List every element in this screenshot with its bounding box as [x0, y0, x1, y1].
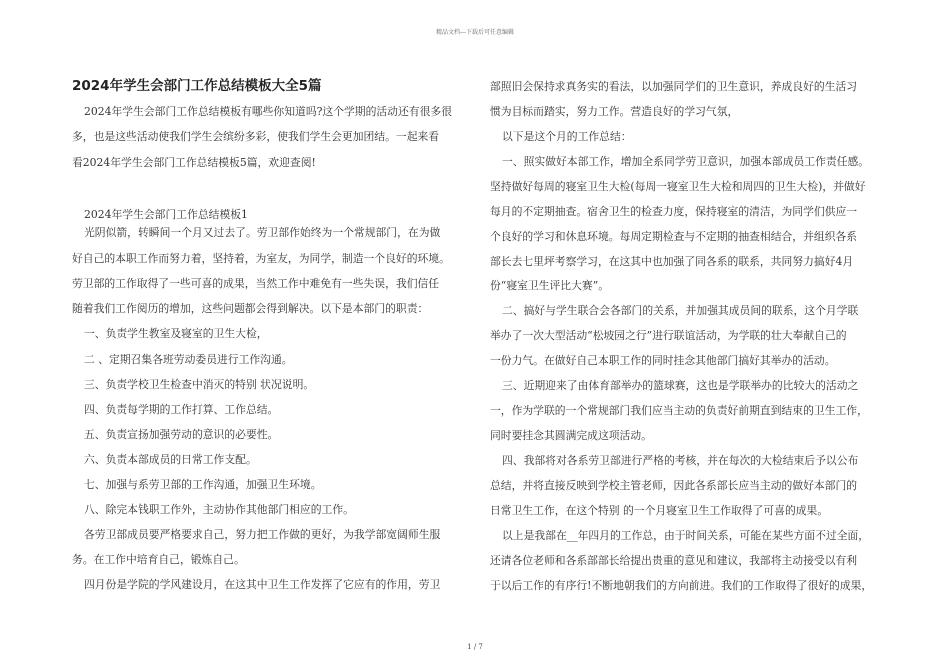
text-line: 个良好的学习和休息环境。每周定期检查与不定期的抽查相结合，并组织各系: [490, 230, 858, 243]
text-line: 各劳卫部成员要严格要求自己，努力把工作做的更好，为我学部宽阔师生服: [84, 528, 441, 541]
list-item: 六、负责本部成员的日常工作支配。: [84, 453, 257, 466]
text-line: 一，作为学联的一个常规部门我们应当主动的负责好前期直到结束的卫生工作，: [490, 404, 868, 417]
text-line: 看2024年学生会部门工作总结模板5篇，欢迎查阅!: [72, 156, 316, 169]
text-line: 惯为目标而踏实，努力工作。营造良好的学习气氛，: [490, 105, 739, 118]
text-line: 多，也是这些活动使我们学生会缤纷多彩，使我们学生会更加团结。一起来看: [72, 130, 440, 143]
text-line: 日常卫生工作，在这个特别 的一个月寝室卫生工作取得了可喜的成果。: [490, 504, 829, 517]
text-line: 份“寝室卫生评比大赛”。: [490, 279, 610, 292]
text-line: 以下是这个月的工作总结：: [502, 130, 632, 143]
text-line: 坚持做好每周的寝室卫生大检(每周一寝室卫生大检和周四的卫生大检)，并做好: [490, 180, 866, 193]
document-title: 2024年学生会部门工作总结模板大全5篇: [72, 78, 322, 94]
text-line: 于以后工作的有序行!不断地朝我们的方向前进。我们的工作取得了很好的成果，: [490, 579, 873, 592]
text-line: 2024年学生会部门工作总结模板有哪些你知道吗?这个学期的活动还有很多很: [84, 105, 452, 118]
text-line: 二、搞好与学生联合会各部门的关系，并加强其成员间的联系，这个月学联: [502, 304, 859, 317]
text-line: 总结，并将直接反映到学校主管老师，因此各系部长应当主动的做好本部门的: [490, 479, 858, 492]
text-line: 同时要挂念其圆满完成这项活动。: [490, 429, 652, 442]
text-line: 还请各位老师和各系部部长给提出贵重的意见和建议，我部将主动接受以有利: [490, 554, 858, 567]
list-item: 二 、定期召集各班劳动委员进行工作沟通。: [84, 353, 293, 366]
text-line: 四、我部将对各系劳卫部进行严格的考核，并在每次的大检结束后予以公布: [502, 454, 859, 467]
text-line: 随着我们工作阅历的增加，这些问题都会得到解决。以下是本部门的职责：: [72, 302, 429, 315]
list-item: 五、负责宣扬加强劳动的意识的必要性。: [84, 428, 279, 441]
text-line: 一、照实做好本部工作，增加全系同学劳卫意识，加强本部成员工作责任感。: [502, 155, 870, 168]
text-line: 好自己的本职工作而努力着，坚持着，为室友，为同学，制造一个良好的环境。: [72, 252, 450, 265]
text-line: 务。在工作中培育自己，锻炼自己。: [72, 553, 245, 566]
list-item: 四、负责每学期的工作打算、工作总结。: [84, 403, 279, 416]
text-line: 三、近期迎来了由体育部举办的篮球赛，这也是学联举办的比较大的活动之: [502, 379, 859, 392]
section-heading: 2024年学生会部门工作总结模板1: [84, 208, 248, 221]
text-line: 劳卫部的工作取得了一些可喜的成果，当然工作中难免有一些失误，我们信任: [72, 277, 440, 290]
text-line: 部长去七里坪考察学习，在这其中也加强了同各系的联系，共同努力搞好4月: [490, 255, 854, 268]
page-header-note: 精品文档---下载后可任意编辑: [435, 29, 515, 36]
page-number: 1 / 7: [467, 643, 483, 651]
text-line: 部照旧会保持求真务实的看法，以加强同学们的卫生意识，养成良好的生活习: [490, 80, 858, 93]
list-item: 一、负责学生教室及寝室的卫生大检，: [84, 327, 268, 340]
text-line: 光阴似箭，转瞬间一个月又过去了。劳卫部作始终为一个常规部门，在为做: [84, 226, 441, 239]
list-item: 八、除完本钱职工作外，主动协作其他部门相应的工作。: [84, 503, 354, 516]
text-line: 一份力气。在做好自己本职工作的同时挂念其他部门搞好其举办的活动。: [490, 354, 836, 367]
list-item: 三、负责学校卫生检查中消灭的特别 状况说明。: [84, 378, 315, 391]
text-line: 举办了一次大型活动“松坡园之行”进行联谊活动，为学联的壮大奉献自己的: [490, 329, 847, 342]
text-line: 每月的不定期抽查。宿舍卫生的检查力度，保持寝室的清洁，为同学们供应一: [490, 205, 858, 218]
text-line: 以上是我部在__年四月的工作总，由于时间关系，可能在某些方面不过全面，: [502, 529, 870, 542]
text-line: 四月份是学院的学风建设月，在这其中卫生工作发挥了它应有的作用，劳卫: [84, 578, 441, 591]
list-item: 七、加强与系劳卫部的工作沟通，加强卫生环境。: [84, 478, 322, 491]
